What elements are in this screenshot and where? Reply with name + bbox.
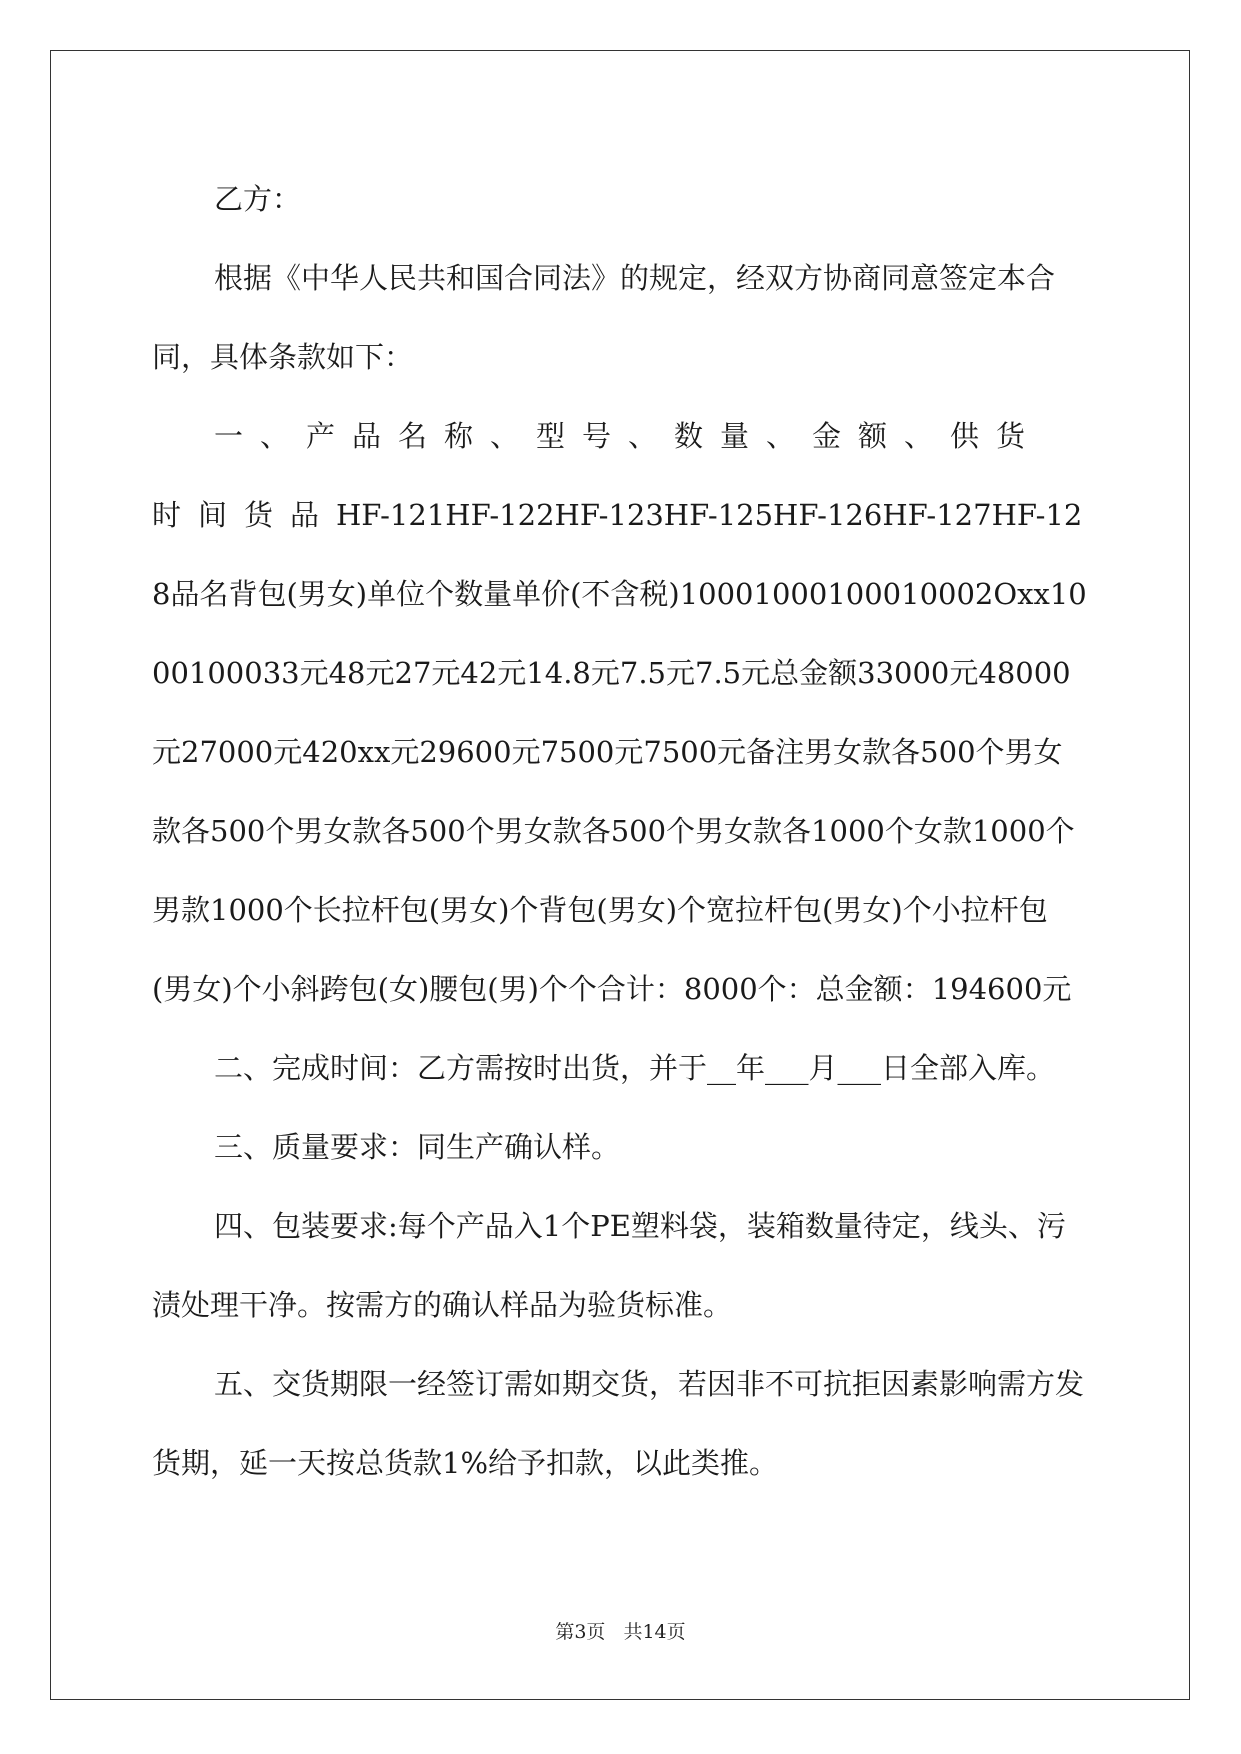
page-total: 共14页 xyxy=(623,1621,686,1643)
page-number: 第3页 xyxy=(555,1621,606,1643)
clause-4-packaging: 四、包装要求:每个产品入1个PE塑料袋，装箱数量待定，线头、污渍处理干净。按需方的确认样品为验货标准。 xyxy=(152,1209,1066,1322)
clause-1-products xyxy=(152,397,1087,1029)
clause-1-heading: 一、产品名称、型号、数量、金额、供货时间货品 xyxy=(152,419,1043,532)
clause-2-completion-time: 二、完成时间：乙方需按时出货，并于__年___月___日全部入库。 xyxy=(214,1051,1056,1085)
clause-5-delivery: 五、交货期限一经签订需如期交货，若因非不可抗拒因素影响需方发货期，延一天按总货款1%给予扣款，以此类推。 xyxy=(152,1367,1085,1480)
clause-1-body: HF-121HF-122HF-123HF-125HF-126HF-127HF-128品名背包(男女)单位个数量单价(不含税)10001000100010002Oxx1000100033元48元27元42元14.8元7.5元7.5元总金额33000元48000元27000元420xx元29600元7500元7500元备注男女款各500个男女款各500个男女款各500个男女款各500个男女款各1000个女款1000个男款1000个长拉杆包(男女)个背包(男女)个宽拉杆包(男女)个小拉杆包(男女)个小斜跨包(女)腰包(男)个个合计：8000个：总金额：194600元 xyxy=(152,498,1087,1006)
document-body xyxy=(152,160,1087,1503)
page-footer xyxy=(0,1617,1241,1644)
clause-3-quality: 三、质量要求：同生产确认样。 xyxy=(214,1130,621,1164)
party-b-line: 乙方： xyxy=(214,182,302,216)
intro-paragraph: 根据《中华人民共和国合同法》的规定，经双方协商同意签定本合同，具体条款如下： xyxy=(152,261,1056,374)
